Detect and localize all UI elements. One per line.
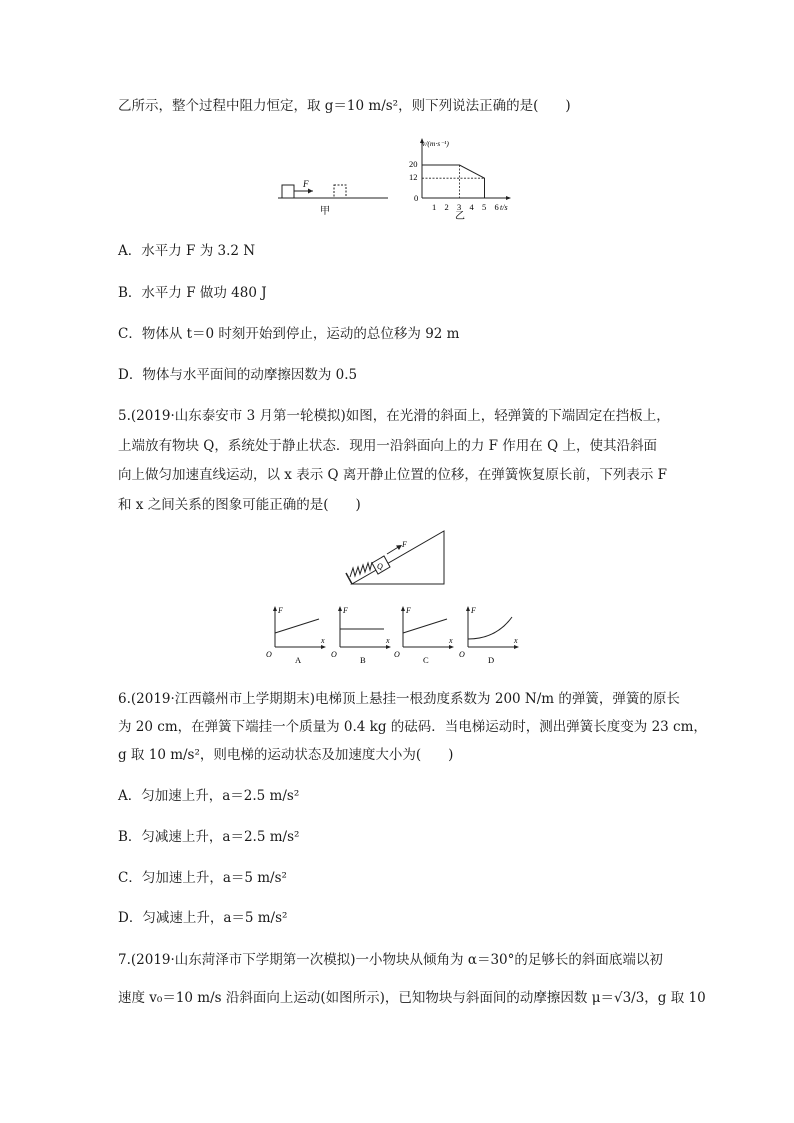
fx-graph-d	[459, 606, 519, 665]
intro-line: 乙所示，整个过程中阻力恒定，取 g＝10 m/s²，则下列说法正确的是( )	[118, 98, 571, 114]
force-label: F	[303, 179, 309, 189]
q4-option-d: D．物体与水平面间的动摩擦因数为 0.5	[118, 367, 358, 383]
graph-option-label: D	[488, 655, 495, 665]
fig-jia	[278, 179, 388, 217]
f-axis-arrow	[401, 606, 405, 611]
q4-option-b: B．水平力 F 做功 480 J	[118, 285, 267, 301]
q4-figure	[270, 135, 530, 225]
fx-curve	[275, 619, 319, 633]
v-t-curve	[422, 165, 485, 198]
q6-option-d: D．匀减速上升，a＝5 m/s²	[118, 910, 288, 926]
f-axis-label: F	[406, 606, 411, 615]
q6-option-a: A．匀加速上升，a＝2.5 m/s²	[118, 788, 300, 804]
fx-curve	[403, 619, 447, 633]
x-axis-label: x	[449, 636, 453, 645]
origin-label: O	[266, 650, 272, 659]
xtick-label: 2	[444, 202, 449, 212]
q5-figure	[260, 525, 540, 670]
block-final	[334, 185, 346, 198]
q5-line-3: 向上做匀加速直线运动，以 x 表示 Q 离开静止位置的位移，在弹簧恢复原长前，下列表示 F	[118, 467, 668, 483]
x-axis-label: x	[514, 636, 518, 645]
f-axis-arrow	[466, 606, 470, 611]
ytick-20: 20	[409, 159, 418, 169]
q4-option-c: C．物体从 t＝0 时刻开始到停止，运动的总位移为 92 m	[118, 326, 460, 342]
f-axis-label: F	[278, 606, 283, 615]
ytick-12: 12	[409, 172, 418, 182]
f-axis-arrow	[273, 606, 277, 611]
caption-jia: 甲	[320, 206, 330, 217]
fx-graph-a	[266, 606, 326, 665]
f-axis-label: F	[343, 606, 348, 615]
origin-label: O	[459, 650, 465, 659]
xtick-label: 1	[432, 202, 437, 212]
fx-curve	[468, 617, 512, 639]
f-axis-label: F	[471, 606, 476, 615]
x-axis-label: x	[321, 636, 325, 645]
caption-yi: 乙	[455, 211, 465, 222]
xtick-label: 6	[494, 202, 499, 212]
x-axis-arrow	[386, 645, 391, 649]
x-axis-label: t/s	[500, 203, 508, 212]
x-axis-arrow	[321, 645, 326, 649]
graph-option-label: A	[295, 655, 302, 665]
q6-line-2: 为 20 cm，在弹簧下端挂一个质量为 0.4 kg 的砝码．当电梯运动时，测出弹簧长度变为 23 cm，	[118, 719, 707, 735]
graph-option-label: B	[360, 655, 366, 665]
q6-option-b: B．匀减速上升，a＝2.5 m/s²	[118, 829, 300, 845]
q5-line-1: 5.(2019·山东泰安市 3 月第一轮模拟)如图，在光滑的斜面上，轻弹簧的下端固定在挡板上，	[118, 408, 670, 424]
origin-label: O	[394, 650, 400, 659]
q6-option-c: C．匀加速上升，a＝5 m/s²	[118, 870, 287, 886]
q7-line-2: 速度 v₀＝10 m/s 沿斜面向上运动(如图所示)，已知物块与斜面间的动摩擦因数 μ＝√3/3，g 取 10	[118, 990, 706, 1006]
origin-label: O	[331, 650, 337, 659]
fx-graph-c	[394, 606, 454, 665]
x-axis-label: x	[386, 636, 390, 645]
xtick-label: 5	[482, 202, 487, 212]
x-axis-arrow	[514, 645, 519, 649]
q6-line-3: g 取 10 m/s²，则电梯的运动状态及加速度大小为( )	[118, 747, 454, 763]
xtick-label: 3	[457, 202, 462, 212]
fx-graph-b	[331, 606, 391, 665]
block-initial	[282, 185, 294, 198]
q5-line-4: 和 x 之间关系的图象可能正确的是( )	[118, 497, 361, 513]
block-q-label: Q	[377, 562, 383, 571]
xtick-label: 4	[469, 202, 474, 212]
q7-line-1: 7.(2019·山东菏泽市下学期第一次模拟)一小物块从倾角为 α＝30°的足够长的斜面底端以初	[118, 952, 663, 968]
fig-yi	[409, 138, 511, 222]
y-axis-label: v/(m·s⁻¹)	[422, 139, 449, 148]
x-axis-arrow	[449, 645, 454, 649]
q5-line-2: 上端放有物块 Q，系统处于静止状态．现用一沿斜面向上的力 F 作用在 Q 上，使其沿斜面	[118, 438, 657, 454]
q6-line-1: 6.(2019·江西赣州市上学期期末)电梯顶上悬挂一根劲度系数为 200 N/m 的弹簧，弹簧的原长	[118, 691, 680, 707]
force-label-q5: F	[402, 540, 407, 549]
q4-option-a: A．水平力 F 为 3.2 N	[118, 243, 256, 259]
f-axis-arrow	[338, 606, 342, 611]
graph-option-label: C	[423, 655, 429, 665]
incline-diagram	[346, 531, 444, 584]
origin-label: 0	[414, 193, 419, 203]
